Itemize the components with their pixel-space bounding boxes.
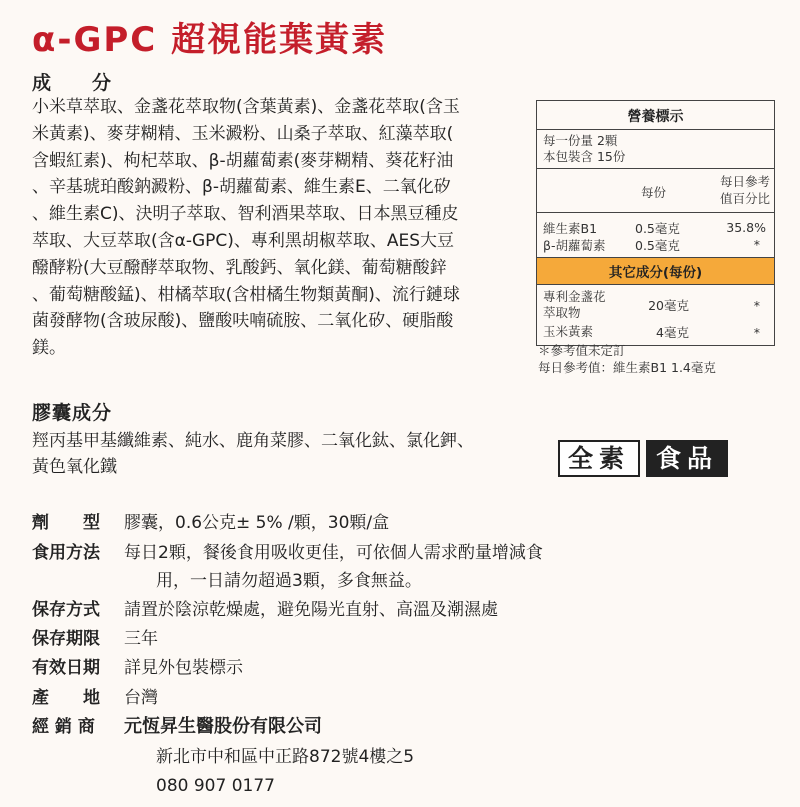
other-ingredient-pct: * [753,297,760,313]
nutrition-title: 營養標示 [537,101,774,130]
product-title: α-GPC 超視能葉黃素 [32,20,388,60]
badge-vegan-label: 全素 [558,440,640,477]
other-ingredient-name-line: 專利金盞花 [543,289,606,304]
spec-key: 食用方法 [32,543,100,563]
other-ingredient-row [537,323,774,341]
nutrition-notes [538,342,716,376]
other-ingredients-list [537,285,774,345]
other-ingredient-name: 玉米黃素 [543,324,594,339]
nutrition-note: ＊參考值未定訂 [538,343,626,358]
nutrient-pct: * [753,237,760,252]
distributor-phone: 080 907 0177 [156,776,275,796]
spec-key: 劑 型 [32,513,100,533]
serving-size: 每一份量 2顆 [543,133,618,148]
ingredients-line: 、辛基琥珀酸鈉澱粉、β-胡蘿蔔素、維生素E、二氧化矽 [32,177,451,198]
other-ingredient-row [537,289,774,321]
spec-value: 每日2顆，餐後食用吸收更佳，可依個人需求酌量增減食 [124,543,543,563]
nutrition-header [537,169,774,213]
spec-value: 請置於陰涼乾燥處，避免陽光直射、高溫及潮濕處 [124,600,498,620]
nutrient-name: 維生素B1 [543,220,598,236]
ingredients-line: 、葡萄糖酸錳)、柑橘萃取(含柑橘生物類黃酮)、流行鏈球 [32,284,460,305]
capsule-heading: 膠囊成分 [32,402,113,424]
serving-info [537,130,774,169]
spec-key: 經 銷 商 [32,717,95,737]
ingredients-text [32,94,520,362]
other-ingredient-name [543,289,635,321]
other-ingredient-amount: 20毫克 [648,298,689,313]
spec-value: 三年 [124,629,158,649]
nutrient-amount: 0.5毫克 [635,220,680,236]
distributor-address: 新北市中和區中正路872號4樓之5 [156,747,415,767]
ingredients-line: 萃取、大豆萃取(含α-GPC)、專利黑胡椒萃取、AES大豆 [32,230,455,251]
spec-value: 台灣 [124,688,158,708]
ingredients-line: 醱酵粉(大豆醱酵萃取物、乳酸鈣、氧化鎂、葡萄糖酸鋅 [32,257,447,278]
capsule-text [32,428,532,480]
daily-value-label [720,173,770,207]
vegan-food-badge [558,440,728,477]
per-serving-label: 每份 [641,185,667,200]
nutrient-list [537,213,774,258]
spec-key: 保存期限 [32,629,100,649]
ingredients-line: 、維生素C)、決明子萃取、智利酒果萃取、日本黑豆種皮 [32,204,459,225]
daily-value-label-1: 每日參考 [719,174,770,189]
ingredients-line: 米黃素)、麥芽糊精、玉米澱粉、山桑子萃取、紅藻萃取( [32,123,454,144]
nutrient-row [537,219,774,236]
spec-key: 有效日期 [32,658,100,678]
ingredients-heading: 成 分 [32,72,113,94]
nutrient-row [537,236,774,253]
ingredients-line: 含蝦紅素)、枸杞萃取、β-胡蘿蔔素(麥芽糊精、葵花籽油 [32,150,454,171]
spec-value: 膠囊，0.6公克± 5% /顆，30顆/盒 [124,513,390,533]
spec-key: 產 地 [32,688,100,708]
other-ingredient-name-line: 萃取物 [543,305,581,320]
nutrient-name: β-胡蘿蔔素 [543,237,606,253]
nutrient-pct: 35.8% [726,220,766,235]
servings-per-pack: 本包裝含 15份 [543,149,626,164]
capsule-line: 黃色氧化鐵 [32,457,117,477]
spec-value: 詳見外包裝標示 [124,658,243,678]
daily-value-label-2: 值百分比 [719,191,770,206]
nutrient-amount: 0.5毫克 [635,237,680,253]
badge-food-label: 食品 [646,440,728,477]
ingredients-line: 小米草萃取、金盞花萃取物(含葉黃素)、金盞花萃取(含玉 [32,97,460,117]
other-ingredient-pct: * [753,324,760,340]
other-ingredient-amount: 4毫克 [656,325,689,340]
nutrition-facts-table [536,100,775,346]
ingredients-line: 菌發酵物(含玻尿酸)、鹽酸呋喃硫胺、二氧化矽、硬脂酸 [32,311,454,332]
other-ingredients-header: 其它成分(每份) [537,258,774,285]
spec-value: 用，一日請勿超過3顆，多食無益。 [156,571,422,591]
capsule-line: 羥丙基甲基纖維素、純水、鹿角菜膠、二氧化鈦、氯化鉀、 [32,431,474,451]
ingredients-line: 鎂。 [32,338,66,359]
distributor-name: 元恆昇生醫股份有限公司 [124,716,322,737]
nutrition-note: 每日參考值：維生素B1 1.4毫克 [538,360,716,375]
spec-key: 保存方式 [32,600,100,620]
